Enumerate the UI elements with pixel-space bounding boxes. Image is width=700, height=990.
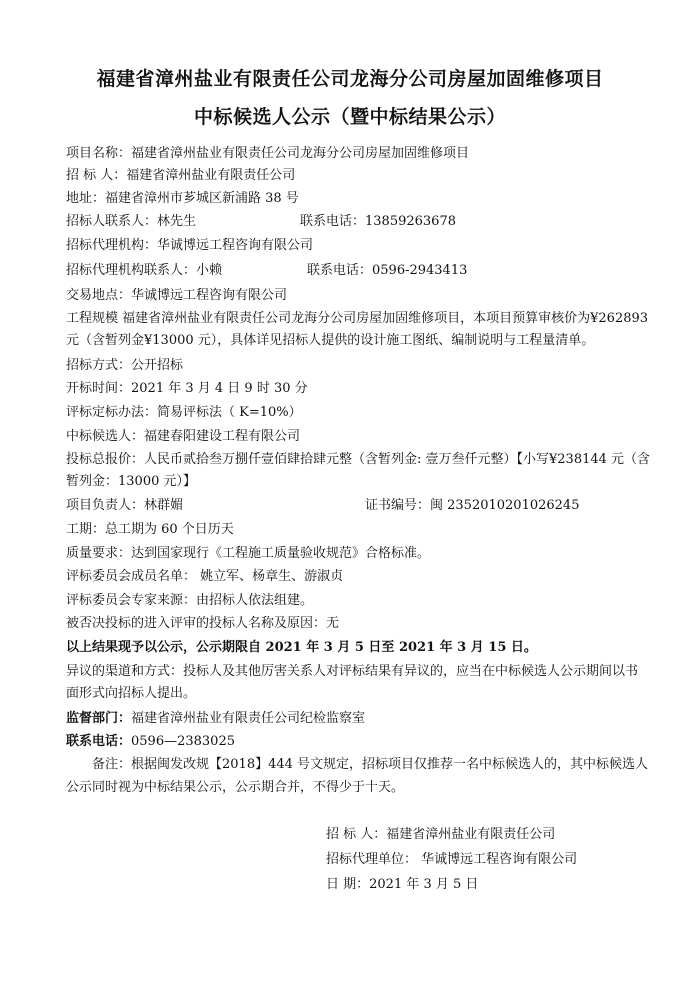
signature-date: 日 期：2021 年 3 月 5 日: [326, 877, 479, 892]
signature-tenderer: 招 标 人：福建省漳州盐业有限责任公司: [326, 827, 556, 842]
objection-line-1: 异议的渠道和方式：投标人及其他厉害关系人对评标结果有异议的，应当在中标候选人公示期间以书: [66, 664, 639, 679]
document-title-line-1: 福建省漳州盐业有限责任公司龙海分公司房屋加固维修项目: [96, 68, 604, 90]
document-title-line-2: 中标候选人公示（暨中标结果公示）: [193, 106, 506, 128]
agency-contact: 招标代理机构联系人：小赖: [66, 263, 223, 278]
bid-price-line-2: 暂列金：13000 元）】: [66, 474, 196, 489]
committee-members: 评标委员会成员名单： 姚立军、杨章生、游淑贞: [66, 569, 344, 584]
quality-requirement: 质量要求：达到国家现行《工程施工质量验收规范》合格标准。: [66, 546, 431, 561]
objection-line-2: 面形式向招标人提出。: [66, 686, 197, 701]
project-manager: 项目负责人：林群媚: [66, 498, 184, 513]
supervision-phone-label: 联系电话：: [66, 734, 132, 749]
project-scale-line-2: 元（含暂列金¥13000 元），具体详见招标人提供的设计施工图纸、编制说明与工程量清单。: [66, 333, 595, 348]
bid-price-line-1: 投标总报价：人民币贰拾叁万捌仟壹佰肆拾肆元整（含暂列金: 壹万叁仟元整）【小写¥238144 元（含: [66, 452, 651, 467]
remark-line-2: 公示同时视为中标结果公示，公示期合并，不得少于十天。: [66, 780, 405, 795]
remark-line-1: 备注：根据闽发改规【2018】444 号文规定，招标项目仅推荐一名中标候选人的，其中标候选人: [92, 757, 649, 772]
tenderer-contact: 招标人联系人：林先生: [66, 214, 197, 229]
certificate-number: 证书编号：闽 2352010201026245: [365, 498, 580, 513]
agency-phone: 联系电话：0596-2943413: [307, 263, 468, 278]
supervision-label: 监督部门：: [66, 711, 132, 726]
opening-time: 开标时间：2021 年 3 月 4 日 9 时 30 分: [66, 381, 308, 396]
agency: 招标代理机构：华诚博远工程咨询有限公司: [66, 238, 314, 253]
tenderer: 招 标 人：福建省漳州盐业有限责任公司: [66, 168, 296, 183]
supervision-phone: [66, 733, 235, 751]
signature-agency: 招标代理单位： 华诚博远工程咨询有限公司: [326, 852, 578, 867]
expert-source: 评标委员会专家来源：由招标人依法组建。: [66, 593, 314, 608]
supervision-department: [66, 710, 365, 728]
winning-candidate: 中标候选人：福建春阳建设工程有限公司: [66, 429, 301, 444]
publicity-period: 以上结果现予以公示，公示期限自 2021 年 3 月 5 日至 2021 年 3 月 15 日。: [66, 640, 537, 655]
rejected-bidders: 被否决投标的进入评审的投标人名称及原因：无: [66, 616, 340, 631]
address: 地址：福建省漳州市芗城区新浦路 38 号: [66, 191, 299, 206]
evaluation-method: 评标定标办法：简易评标法（ K=10%）: [66, 405, 302, 420]
supervision-phone-value: 0596—2383025: [131, 734, 235, 749]
project-name: 项目名称：福建省漳州盐业有限责任公司龙海分公司房屋加固维修项目: [66, 146, 470, 161]
supervision-value: 福建省漳州盐业有限责任公司纪检监察室: [131, 711, 366, 726]
tenderer-phone: 联系电话：13859263678: [300, 214, 456, 229]
trade-venue: 交易地点：华诚博远工程咨询有限公司: [66, 288, 288, 303]
project-scale-line-1: 工程规模 福建省漳州盐业有限责任公司龙海分公司房屋加固维修项目，本项目预算审核价为¥262893: [66, 311, 649, 326]
tender-method: 招标方式：公开招标: [66, 358, 184, 373]
construction-duration: 工期：总工期为 60 个日历天: [66, 522, 234, 537]
